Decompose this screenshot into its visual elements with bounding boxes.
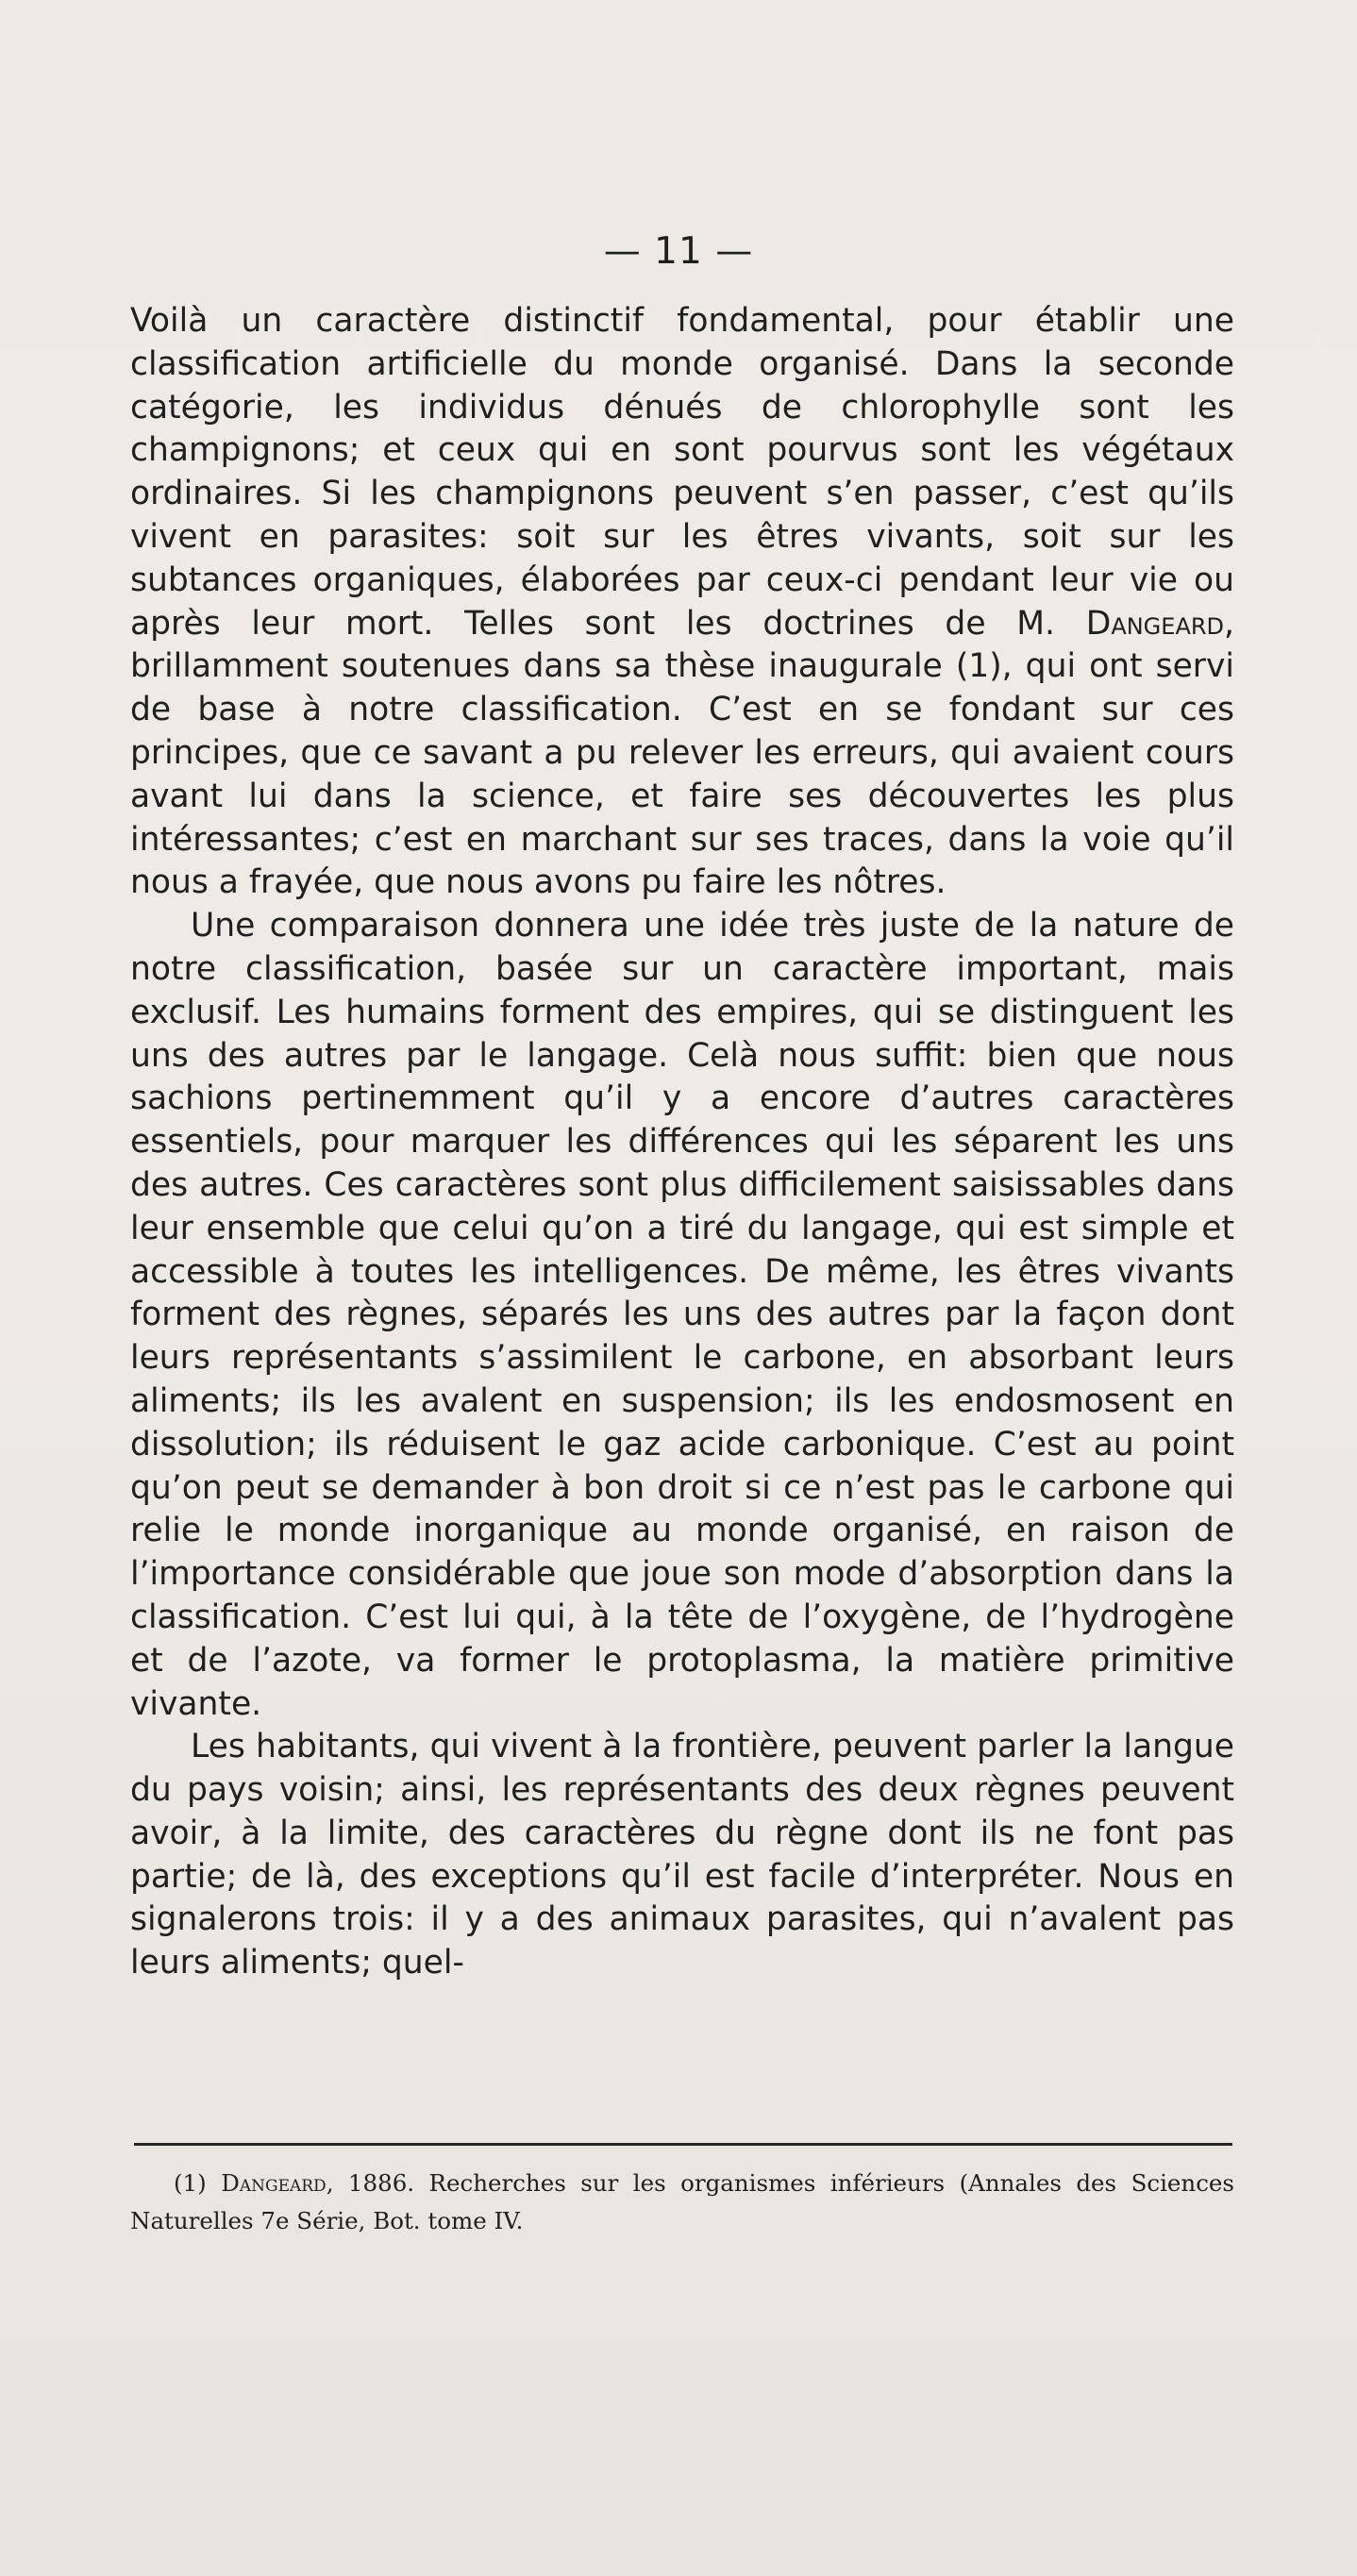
paragraph-3: Les habitants, qui vivent à la frontière, peuvent parler la langue du pays voisin; ainsi, les représentants des deux règnes peuvent avoir, à la limite, des caractères du règne dont ils ne font pas partie; de là, des exceptions qu’il est facile d’interpréter. Nous en signalerons trois: il y a des animaux parasites, qui n’avalent pas leurs aliments; quel-: [130, 1728, 1234, 1982]
paragraph-2: Une comparaison donnera une idée très juste de la nature de notre classification, basée sur un caractère important, mais exclusif. Les humains forment des empires, qui se distinguent les uns des autres par le langage. Celà nous suffit: bien que nous sachions pertinemment qu’il y a encore d’autres caractères essentiels, pour marquer les différences qui les séparent les uns des autres. Ces caractères sont plus difficilement saisissables dans leur ensemble que celui qu’on a tiré du langage, qui est simple et accessible à toutes les intelligences. De même, les êtres vivants forment des règnes, séparés les uns des autres par la façon dont leurs représentants s’assimilent le carbone, en absorbant leurs aliments; ils les avalent en suspension; ils les endosmosent en dissolution; ils réduisent le gaz acide carbonique. C’est au point qu’on peut se demander à bon droit si ce n’est pas le carbone qui relie le monde inorganique au monde organisé, en raison de l’importance considérable que joue son mode d’absorption dans la classification. C’est lui qui, à la tête de l’oxygène, de l’hydrogène et de l’azote, va former le protoplasma, la matière primitive vivante.: [130, 907, 1234, 1723]
body-text: [130, 300, 1234, 1985]
footnote-author: Dangeard: [221, 2169, 327, 2197]
paragraph-1: [130, 300, 1234, 905]
paragraph-1-tail: , brillamment soutenues dans sa thèse inaugurale (1), qui ont servi de base à notre classification. C’est en se fondant sur ces principes, que ce savant a pu relever les erreurs, qui avaient cours avant lui dans la science, et faire ses découvertes les plus intéressantes; c’est en marchant sur ses traces, dans la voie qu’il nous a frayée, que nous avons pu faire les nôtres.: [130, 604, 1234, 902]
footnote-text: , 1886. Recherches sur les organismes inférieurs (Annales des Sciences Naturelles 7e Série, Bot. tome IV.: [130, 2169, 1234, 2234]
author-name: Dangeard: [1085, 604, 1225, 643]
page-number: — 11 —: [603, 230, 754, 273]
paragraph-1-text: Voilà un caractère distinctif fondamental, pour établir une classification artificielle du monde organisé. Dans la seconde catégorie, les individus dénués de chlorophylle sont les champignons; et ceux qui en sont pourvus sont les végétaux ordinaires. Si les champignons peuvent s’en passer, c’est qu’ils vivent en parasites: soit sur les êtres vivants, soit sur les subtances organiques, élaborées par ceux-ci pendant leur vie ou après leur mort. Telles sont les doctrines de M.: [130, 302, 1234, 643]
footnote-divider: [134, 2143, 1232, 2146]
footnote: [130, 2165, 1234, 2240]
footnote-marker: (1): [174, 2169, 207, 2197]
